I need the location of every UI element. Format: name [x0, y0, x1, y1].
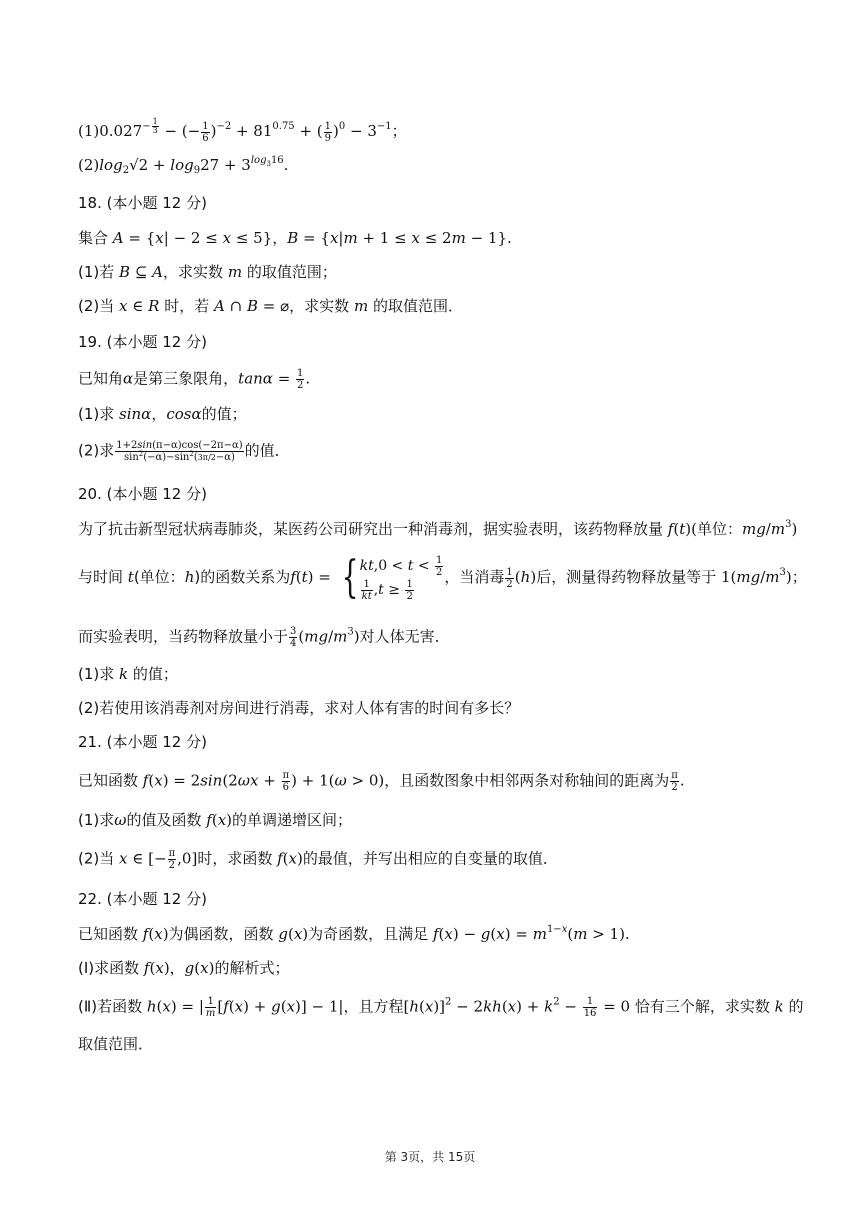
q18-part2: (2)当 x ∈ R 时，若 A ∩ B = ⌀，求实数 m 的取值范围． — [78, 297, 463, 315]
q20-part2: (2)若使用该消毒剂对房间进行消毒，求对人体有害的时间有多长？ — [78, 699, 520, 717]
q19-part2: (2)求 $\frac{1+2\sin(\pi-\alpha)\cos(-2\pi-\alpha)}{\sin^2(-\alpha)-\sin^2(3\pi/2-\alpha)}$ 的值． — [78, 440, 290, 463]
q20-piecewise: kt,0 < t < $\frac{1}{2}$ $\frac{1}{kt}$ ,t ≥ $\frac{1}{2}$ — [359, 554, 443, 602]
q21-heading: 21. (本小题 12 分) — [78, 733, 207, 751]
q22-part1-pre: (Ⅰ)求函数 — [78, 959, 140, 977]
q18-part1-end: 的取值范围； — [246, 263, 337, 281]
q22-part2-mid: ，且方程 — [343, 997, 404, 1016]
q21-part2-pre: (2)当 — [78, 849, 115, 868]
q18-part2-end: 的取值范围． — [372, 297, 463, 315]
q20-heading: 20. (本小题 12 分) — [78, 485, 207, 503]
q22-part1: (Ⅰ)求函数 f(x)，g(x)的解析式； — [78, 959, 290, 977]
q20-line2-mid: (单位： — [133, 568, 185, 586]
q18-part2-post: ，求实数 — [289, 297, 350, 315]
q18-part1-post: ，求实数 — [163, 263, 224, 281]
q19-part1-end: 的值； — [201, 405, 247, 423]
q18-part1-pre: (1)若 — [78, 263, 115, 281]
q20-line3-pre: 而实验表明，当药物释放量小于 — [78, 627, 289, 646]
q20-line3: 而实验表明，当药物释放量小于 $\frac{3}{4}$ $(mg/m^3)$对人体无害． — [78, 626, 450, 649]
q17-part1-label: (1) — [78, 122, 100, 140]
q19-heading: 19. (本小题 12 分) — [78, 333, 207, 351]
q17-part2-tail: . — [283, 156, 289, 174]
q22-stem-mid2: 为奇函数，且满足 — [308, 925, 429, 943]
page-footer: 第 3页，共 15页 — [384, 1150, 476, 1164]
q22-part2-pre: (Ⅱ)若函数 — [78, 997, 143, 1016]
q21-stem-post: ，且函数图象中相邻两条对称轴间的距离为 — [384, 771, 670, 790]
q21-part2-mid: 时，求函数 — [197, 849, 273, 868]
q20-part1-pre: (1)求 — [78, 665, 115, 683]
q20-line2: 与时间 t(单位：h)的函数关系为f(t) = { kt,0 < t < $\frac{1}{2}$ $\frac{1}{kt}$ ,t ≥ $\frac{1}{2}$ ，当消毒 $\frac{1}{2}$ (h)后，测量得药物释放量等于 $1(mg/m^3)$； — [78, 552, 807, 603]
q19-part2-end: 的值． — [244, 441, 290, 460]
q19-part2-pre: (2)求 — [78, 441, 115, 460]
q20-line2-pre: 与时间 — [78, 568, 124, 586]
q17-part2-label: (2) — [78, 156, 100, 174]
q20-line2-post: ，当消毒 — [444, 568, 505, 586]
q19-part1: (1)求 sinα，cosα的值； — [78, 405, 247, 423]
q22-part1-end: 的解析式； — [214, 959, 290, 977]
q20-line1: 为了抗击新型冠状病毒肺炎，某医药公司研究出一种消毒剂，据实验表明，该药物释放量 f(t)(单位：$mg/m^3$) — [78, 519, 798, 538]
q21-part1-mid: 的值及函数 — [126, 811, 202, 829]
q20-line1-text: 为了抗击新型冠状病毒肺炎，某医药公司研究出一种消毒剂，据实验表明，该药物释放量 — [78, 520, 664, 538]
q21-part2-end: 的最值，并写出相应的自变量的取值． — [302, 849, 558, 868]
q18-stem-text: 集合 — [78, 229, 109, 247]
q21-part1: (1)求ω的值及函数 f(x)的单调递增区间； — [78, 811, 353, 829]
q18-part2-pre: (2)当 — [78, 297, 115, 315]
q21-stem-pre: 已知函数 — [78, 771, 139, 790]
q22-stem: 已知函数 f(x)为偶函数，函数 g(x)为奇函数，且满足 $f(x) - g(x) = m^{1-x}(m > 1)$. — [78, 924, 630, 943]
q22-heading: 22. (本小题 12 分) — [78, 890, 207, 908]
q20-part1-end: 的值； — [132, 665, 178, 683]
q18-heading: 18. (本小题 12 分) — [78, 194, 207, 212]
q22-part2-end: 的 — [788, 997, 804, 1016]
q20-line2-post2: 后，测量得药物释放量等于 — [536, 568, 717, 586]
q20-line2-mid2: )的函数关系为 — [194, 568, 291, 586]
q18-stem: 集合 A = {x| − 2 ≤ x ≤ 5}，B = {x|m + 1 ≤ x ≤ 2m − 1}. — [78, 229, 512, 247]
q17-part1: $(1)0.027^{- \frac{1}{3}}$ − (− $\frac{1}{6}$ )$^{-2} + 81^{0.75}$ + ( $\frac{1}{9}$ )$^0 - 3^{-1}$； — [78, 117, 407, 144]
q22-stem-pre: 已知函数 — [78, 925, 139, 943]
q21-stem: 已知函数 f(x) = 2sin(2ωx + $\frac{\pi}{6}$ ) + 1(ω > 0)，且函数图象中相邻两条对称轴间的距离为 $\frac{\pi}{2}$ . — [78, 770, 685, 793]
q22-part2-post: 恰有三个解，求实数 — [634, 997, 770, 1016]
q19-stem-mid: 是第三象限角， — [133, 369, 239, 388]
q20-line3-post: 对人体无害． — [359, 627, 450, 646]
q22-part2: (Ⅱ)若函数 h(x) = | $\frac{1}{m}$ [f(x) + g(x)] − 1|，且方程$[h(x)]^2 - 2kh(x) + k^2$ − $\frac{1}{16}$ = 0 恰有三个解，求实数 k 的 — [78, 996, 804, 1019]
q21-part1-end: 的单调递增区间； — [232, 811, 353, 829]
q21-part2: (2)当 x ∈ [− $\frac{\pi}{2}$ ,0]时，求函数 f(x)的最值，并写出相应的自变量的取值． — [78, 848, 558, 871]
q21-part1-pre: (1)求 — [78, 811, 115, 829]
q18-part2-mid: 时，若 — [164, 297, 210, 315]
q20-part1: (1)求 k 的值； — [78, 665, 178, 683]
q18-part1: (1)若 B ⊆ A，求实数 m 的取值范围； — [78, 263, 337, 281]
q19-part1-pre: (1)求 — [78, 405, 115, 423]
q19-stem: 已知角α是第三象限角，tanα = $\frac{1}{2}$ . — [78, 368, 311, 391]
q17-part2: $(2)\log_2√2 + \log_927 + 3^{log_316}$. — [78, 155, 289, 176]
q22-part2-continued: 取值范围． — [78, 1035, 154, 1053]
q19-stem-pre: 已知角 — [78, 369, 124, 388]
q22-stem-mid: 为偶函数，函数 — [168, 925, 274, 943]
